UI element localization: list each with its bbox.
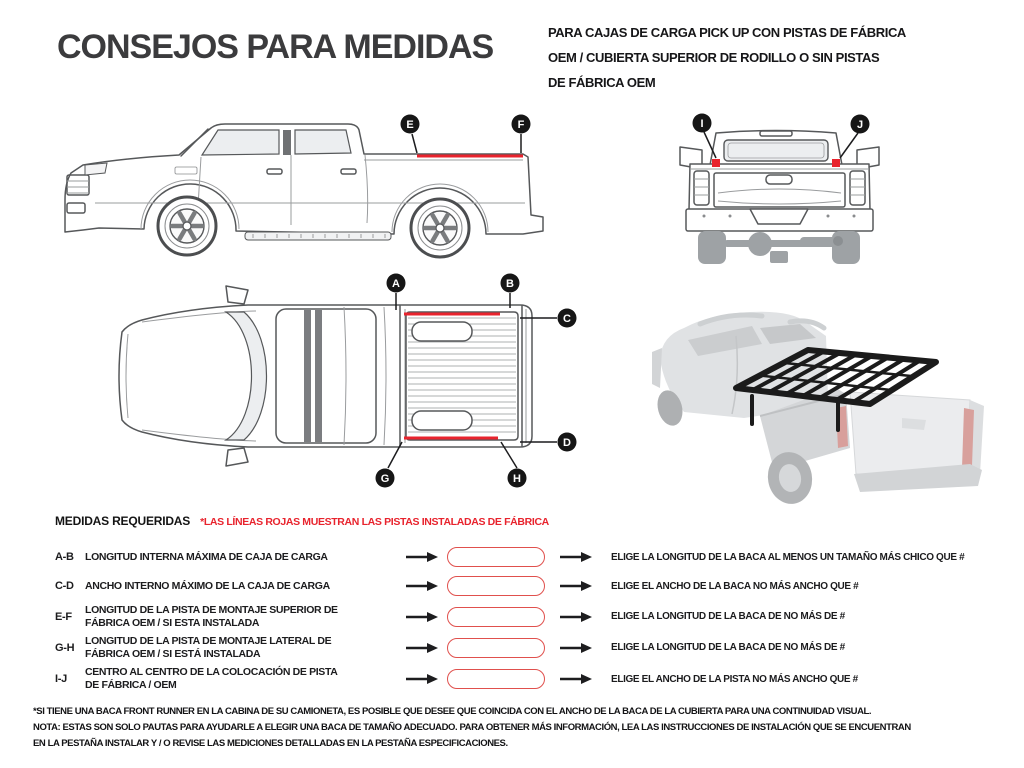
table-row (55, 543, 1020, 571)
footnote-line: EN LA PESTAÑA INSTALAR Y / O REVISE LAS MEDICIONES DETALLADAS EN LA PESTAÑA ESPECIFICACIONES. (33, 738, 508, 749)
marker-I (693, 114, 712, 133)
svg-text:E: E (406, 119, 414, 131)
measure-desc: CENTRO AL CENTRO DE LA COLOCACIÓN DE PISTA (85, 666, 338, 678)
arrow-right-icon (559, 580, 593, 592)
measure-desc: DE FÁBRICA / OEM (85, 679, 177, 691)
svg-text:J: J (856, 119, 864, 131)
arrow-right-icon (405, 673, 439, 685)
marker-A (387, 274, 406, 293)
pickup-top-view-diagram (108, 272, 593, 497)
taillight-right (962, 408, 974, 468)
marker-H (508, 469, 527, 488)
arrow-right-icon (559, 642, 593, 654)
marker-J (851, 115, 870, 134)
table-row (55, 571, 1020, 601)
pickup-top-view (119, 274, 577, 488)
footnote-line: NOTA: ESTAS SON SOLO PAUTAS PARA AYUDARLE A ELEGIR UNA BACA DE TAMAÑO ADECUADO. PARA OBTENER MÁS INFORMACIÓN, LEA LAS INSTRUCCIONES DE INSTALACIÓN QUE SE ENCUENTRAN (33, 722, 911, 733)
marker-B (501, 274, 520, 293)
footnote-line: *SI TIENE UNA BACA FRONT RUNNER EN LA CABINA DE SU CAMIONETA, ES POSIBLE QUE DESEE QUE COINCIDA CON EL ANCHO DE LA BACA DE LA CUBIERTA PARA UNA CONTINUIDAD VISUAL. (33, 706, 872, 717)
measure-desc: LONGITUD DE LA PISTA DE MONTAJE SUPERIOR DE (85, 603, 338, 616)
measure-code: I-J (55, 673, 67, 685)
measure-desc: ANCHO INTERNO MÁXIMO DE LA CAJA DE CARGA (85, 579, 330, 592)
subtitle-line: OEM / CUBIERTA SUPERIOR DE RODILLO O SIN PISTAS (548, 50, 880, 65)
measure-code: A-B (55, 551, 74, 563)
svg-text:H: H (513, 473, 521, 485)
measure-code: G-H (55, 641, 75, 654)
table-row (55, 632, 1020, 663)
subtitle-line: DE FÁBRICA OEM (548, 75, 656, 90)
arrow-right-icon (405, 611, 439, 623)
page-title: CONSEJOS PARA MEDIDAS (57, 28, 494, 66)
svg-text:C: C (563, 313, 571, 325)
marker-D (558, 433, 577, 452)
svg-text:I: I (700, 118, 704, 130)
rear-wheel (411, 199, 469, 257)
arrow-right-icon (405, 580, 439, 592)
svg-text:G: G (380, 473, 390, 485)
marker-G (376, 469, 395, 488)
measurements-heading-row (55, 514, 549, 528)
pickup-rear-view-diagram (672, 103, 887, 268)
measurements-heading: MEDIDAS REQUERIDAS (55, 514, 191, 528)
arrow-right-icon (559, 673, 593, 685)
table-row (55, 601, 1020, 632)
measurement-input-field (447, 576, 545, 596)
selection-instruction: ELIGE EL ANCHO DE LA PISTA NO MÁS ANCHO QUE # (611, 673, 858, 685)
selection-instruction: ELIGE LA LONGITUD DE LA BACA DE NO MÁS DE # (611, 611, 845, 622)
red-lines-note: *LAS LÍNEAS ROJAS MUESTRAN LAS PISTAS INSTALADAS DE FÁBRICA (200, 516, 549, 528)
pickup-with-bed-rack (652, 312, 984, 508)
measure-desc: LONGITUD INTERNA MÁXIMA DE CAJA DE CARGA (85, 550, 328, 563)
svg-text:F: F (517, 119, 525, 131)
table-row (55, 663, 1020, 695)
selection-instruction: ELIGE EL ANCHO DE LA BACA NO MÁS ANCHO QUE # (611, 580, 859, 592)
pickup-side-view-diagram (55, 103, 565, 268)
measurement-input-field (447, 607, 545, 627)
measure-code: C-D (55, 580, 74, 592)
pickup-3d-render (640, 288, 1020, 508)
marker-E (401, 115, 420, 134)
arrow-right-icon (559, 611, 593, 623)
measure-code: E-F (55, 610, 72, 623)
subtitle-line: PARA CAJAS DE CARGA PICK UP CON PISTAS DE FÁBRICA (548, 25, 906, 40)
oem-track-mark-left (712, 159, 720, 167)
measurement-table (55, 543, 1020, 695)
measure-desc: FÁBRICA OEM / SI ESTÁ INSTALADA (85, 647, 261, 660)
undercarriage (698, 231, 860, 264)
arrow-right-icon (559, 551, 593, 563)
arrow-right-icon (405, 551, 439, 563)
front-wheel (158, 197, 216, 255)
pickup-rear-view (680, 114, 879, 265)
selection-instruction: ELIGE LA LONGITUD DE LA BACA DE NO MÁS DE # (611, 642, 845, 653)
measurement-input-field (447, 638, 545, 658)
oem-track-mark-right (832, 159, 840, 167)
measure-desc: LONGITUD DE LA PISTA DE MONTAJE LATERAL DE (85, 634, 332, 647)
pickup-side-view (65, 115, 543, 258)
page-subtitle (548, 20, 988, 95)
marker-F (512, 115, 531, 134)
measurement-input-field (447, 547, 545, 567)
svg-text:D: D (563, 437, 571, 449)
measure-desc: FÁBRICA OEM / SI ESTA INSTALADA (85, 616, 260, 629)
footnotes (33, 704, 911, 752)
selection-instruction: ELIGE LA LONGITUD DE LA BACA AL MENOS UN TAMAÑO MÁS CHICO QUE # (611, 551, 965, 563)
measurement-input-field (447, 669, 545, 689)
marker-C (558, 309, 577, 328)
svg-text:A: A (392, 278, 400, 290)
svg-text:B: B (506, 278, 514, 290)
arrow-right-icon (405, 642, 439, 654)
